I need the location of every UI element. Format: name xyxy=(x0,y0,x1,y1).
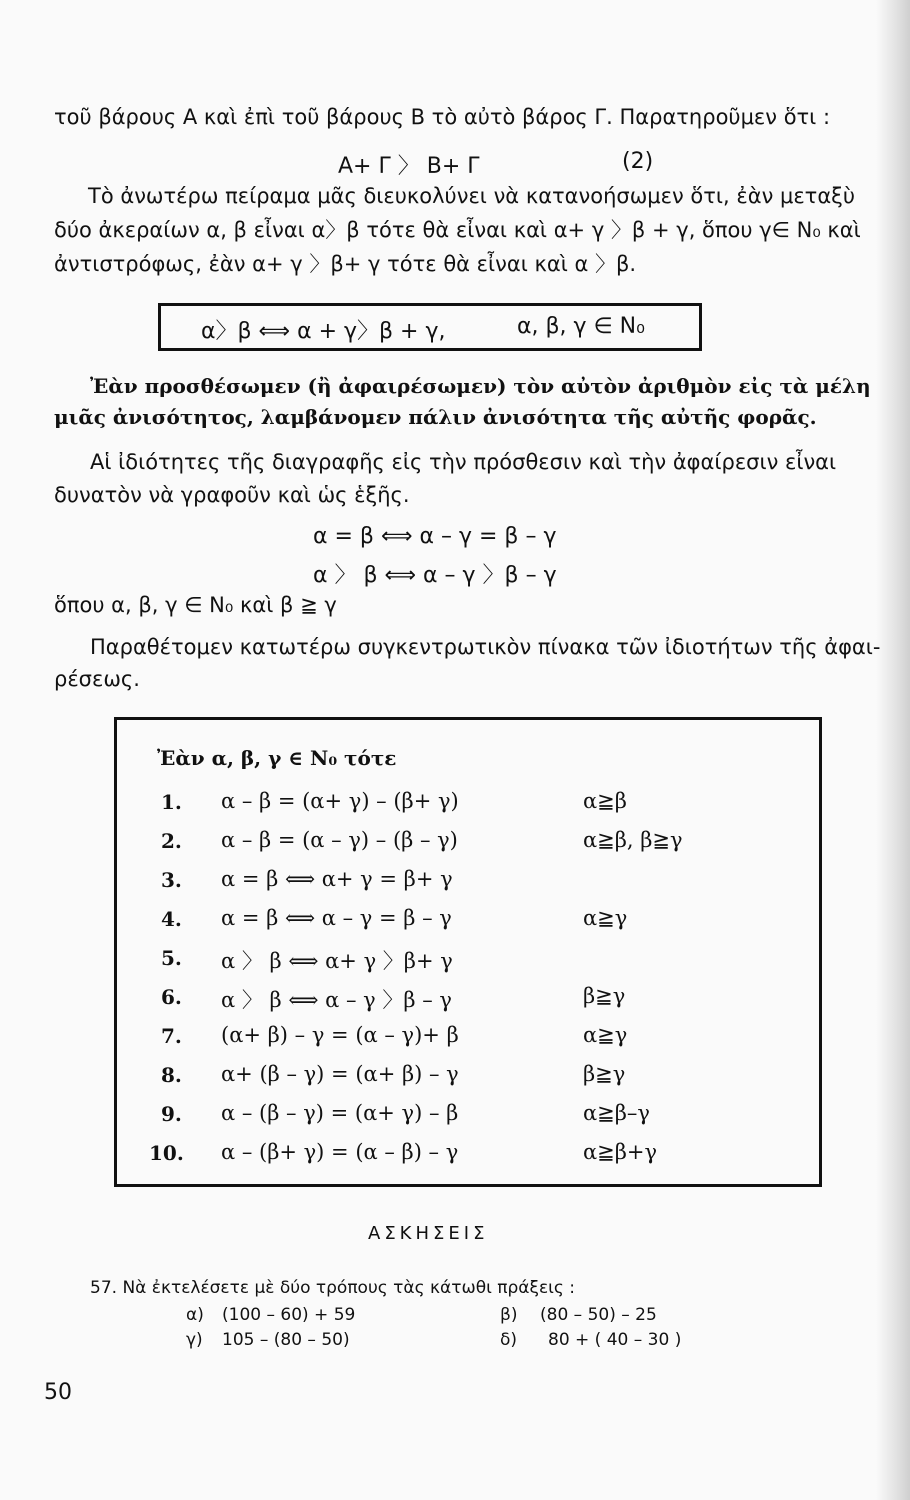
page-number: 50 xyxy=(44,1380,72,1405)
row-equation: α – β = (α – γ) – (β – γ) xyxy=(221,828,458,852)
row-number: 10. xyxy=(149,1141,184,1165)
row-equation: α – (β+ γ) = (α – β) – γ xyxy=(221,1140,459,1164)
boxed-rule-equivalence: α〉β ⟺ α + γ〉β + γ, xyxy=(201,319,446,344)
row-condition: β≧γ xyxy=(583,1062,626,1086)
equation-2: Α+ Γ 〉 Β+ Γ xyxy=(338,154,480,179)
page-edge-shadow xyxy=(876,0,910,1500)
paragraph-line: Αἱ ἰδιότητες τῆς διαγραφῆς εἰς τὴν πρόσθεσιν καὶ τὴν ἀφαίρεσιν εἶναι xyxy=(90,450,837,474)
row-number: 9. xyxy=(161,1102,182,1126)
paragraph-line: τοῦ βάρους Α καὶ ἐπὶ τοῦ βάρους Β τὸ αὐτὸ βάρος Γ. Παρατηροῦμεν ὅτι : xyxy=(54,105,831,129)
row-number: 1. xyxy=(161,790,182,814)
row-number: 3. xyxy=(161,868,182,892)
paragraph-line: δυνατὸν νὰ γραφοῦν καὶ ὡς ἑξῆς. xyxy=(54,483,410,507)
exercise-label: α) xyxy=(186,1305,204,1325)
boxed-rule xyxy=(158,303,702,351)
row-number: 4. xyxy=(161,907,182,931)
row-number: 8. xyxy=(161,1063,182,1087)
paragraph-line: δύο ἀκεραίων α, β εἶναι α〉β τότε θὰ εἶναι καὶ α+ γ 〉β + γ, ὅπου γ∈ Ν₀ καὶ xyxy=(54,218,861,242)
row-number: 2. xyxy=(161,829,182,853)
exercise-expression: (80 – 50) – 25 xyxy=(540,1305,657,1325)
paragraph-line: ἀντιστρόφως, ἐὰν α+ γ 〉β+ γ τότε θὰ εἶναι καὶ α 〉β. xyxy=(54,252,637,276)
exercise-expression: (100 – 60) + 59 xyxy=(222,1305,356,1325)
paragraph-line: Παραθέτομεν κατωτέρω συγκεντρωτικὸν πίνακα τῶν ἰδιοτήτων τῆς ἀφαι- xyxy=(90,635,881,659)
exercise-expression: 80 + ( 40 – 30 ) xyxy=(548,1330,682,1350)
centered-equation: α = β ⟺ α – γ = β – γ xyxy=(313,524,557,549)
exercise-expression: 105 – (80 – 50) xyxy=(222,1330,350,1350)
properties-table xyxy=(114,717,822,1187)
row-condition: α≧β xyxy=(583,789,627,813)
row-equation: α = β ⟺ α+ γ = β+ γ xyxy=(221,867,453,891)
row-equation: α+ (β – γ) = (α+ β) – γ xyxy=(221,1062,459,1086)
row-equation: α = β ⟺ α – γ = β – γ xyxy=(221,906,452,930)
equation-number: (2) xyxy=(622,149,654,174)
row-equation: α 〉 β ⟺ α+ γ 〉β+ γ xyxy=(221,949,453,973)
boxed-rule-domain: α, β, γ ∈ Ν₀ xyxy=(517,314,645,339)
exercise-label: β) xyxy=(500,1305,518,1325)
row-condition: α≧γ xyxy=(583,906,628,930)
exercises-title: ΑΣΚΗΣΕΙΣ xyxy=(368,1223,489,1244)
row-equation: (α+ β) – γ = (α – γ)+ β xyxy=(221,1023,459,1047)
row-condition: α≧β+γ xyxy=(583,1140,658,1164)
row-condition: α≧γ xyxy=(583,1023,628,1047)
paragraph-line: ρέσεως. xyxy=(54,667,140,691)
row-condition: α≧β, β≧γ xyxy=(583,828,683,852)
paragraph-line: Τὸ ἀνωτέρω πείραμα μᾶς διευκολύνει νὰ κατανοήσωμεν ὅτι, ἐὰν μεταξὺ xyxy=(88,184,856,208)
row-equation: α – (β – γ) = (α+ γ) – β xyxy=(221,1101,459,1125)
table-header: Ἐὰν α, β, γ ∈ Ν₀ τότε xyxy=(157,746,397,770)
row-number: 5. xyxy=(161,946,182,970)
condition-line: ὅπου α, β, γ ∈ Ν₀ καὶ β ≧ γ xyxy=(54,593,337,617)
bold-rule-line: μιᾶς ἀνισότητος, λαμβάνομεν πάλιν ἀνισότητα τῆς αὐτῆς φορᾶς. xyxy=(54,405,817,429)
row-equation: α – β = (α+ γ) – (β+ γ) xyxy=(221,789,459,813)
row-condition: α≧β–γ xyxy=(583,1101,650,1125)
exercise-label: δ) xyxy=(500,1330,518,1350)
exercise-intro: 57. Νὰ ἐκτελέσετε μὲ δύο τρόπους τὰς κάτωθι πράξεις : xyxy=(90,1278,576,1298)
row-equation: α 〉 β ⟺ α – γ 〉β – γ xyxy=(221,988,452,1012)
centered-equation: α 〉 β ⟺ α – γ 〉β – γ xyxy=(313,563,557,588)
bold-rule-line: Ἐὰν προσθέσωμεν (ἢ ἀφαιρέσωμεν) τὸν αὐτὸν ἀριθμὸν εἰς τὰ μέλη xyxy=(90,374,871,398)
row-condition: β≧γ xyxy=(583,984,626,1008)
row-number: 7. xyxy=(161,1024,182,1048)
exercise-label: γ) xyxy=(186,1330,203,1350)
row-number: 6. xyxy=(161,985,182,1009)
